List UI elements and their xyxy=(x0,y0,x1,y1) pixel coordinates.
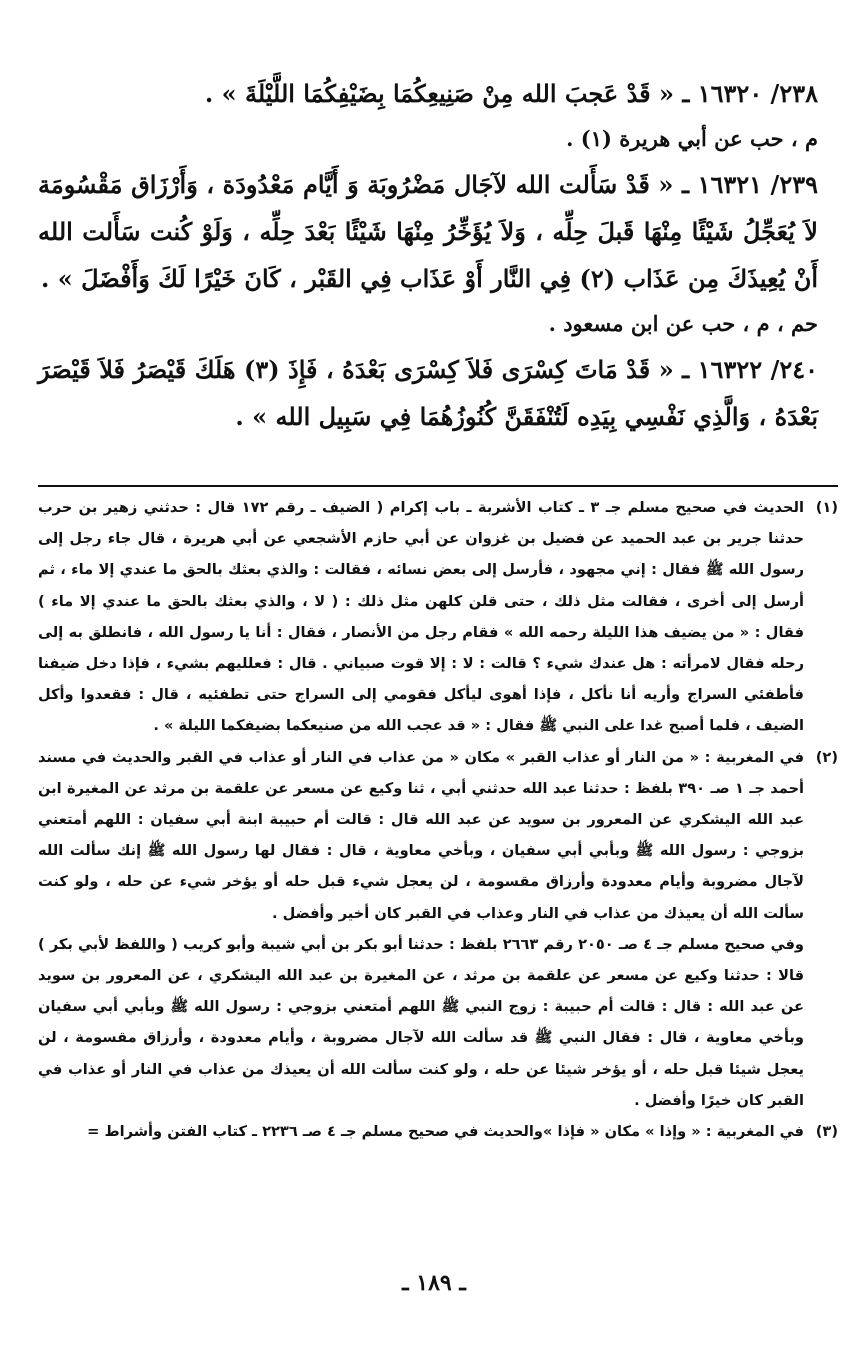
hadith-text: ٢٤٠/ ١٦٣٢٢ ـ « قَدْ مَاتَ كِسْرَى فَلاَ كِسْرَى بَعْدَهُ ، فَإِذَ (٣) هَلَكَ قَيْصَرُ فَلاَ قَيْصَرَ بَعْدَهُ ، وَالَّذِي نَفْسِي بِيَدِه لَتُنْفَقَنَّ كُنُوزُهُمَا فِي سَبِيل الله » . xyxy=(38,355,819,431)
footnote-1 xyxy=(38,492,838,742)
hadith-source: م ، حب عن أبي هريرة (١) . xyxy=(566,126,818,151)
hadith-section xyxy=(38,70,838,440)
footnote-text: الحديث في صحيح مسلم جـ ٣ ـ كتاب الأشربة ـ باب إكرام ( الضيف ـ رقم ١٧٢ قال : حدثني زهير بن حرب حدثنا جرير بن عبد الحميد عن فضيل بن غزوان عن أبي حازم الأشجعي عن أبي هريرة ، قال جاء رجل إلى رسول الله ﷺ فقال : إني مجهود ، فأرسل إلى بعض نسائه ، فقالت : والذي بعثك بالحق ما عندي إلا ماء ، ثم أرسل إلى أخرى ، فقالت مثل ذلك ، حتى قلن كلهن مثل ذلك : ( لا ، والذي بعثك بالحق ما عندي إلا ماء ) فقال : « من يضيف هذا الليلة رحمه الله » فقام رجل من الأنصار ، فقال : أنا يا رسول الله ، فانطلق به إلى رحله فقال لامرأته : هل عندك شيء ؟ قالت : لا : إلا قوت صبياني . قال : فعلليهم بشيء ، فإذا دخل ضيفنا فأطفئي السراج وأريه أنا نأكل ، فإذا أهوى ليأكل فقومي إلى السراج حتى تطفئيه ، قال : فقعدوا وأكل الضيف ، فلما أصبح غدا على النبي ﷺ فقال : « قد عجب الله من صنيعكما بضيفكما الليلة » . xyxy=(38,499,804,735)
footnote-text: في المغربية : « من النار أو عذاب القبر » مكان « من عذاب في النار أو عذاب في القبر والحديث في مسند أحمد جـ ١ صـ ٣٩٠ بلفظ : حدثنا عبد الله حدثني أبي ، ثنا وكيع عن مسعر عن علقمة بن مرثد عن المغيرة ابن عبد الله اليشكري عن المعرور بن سويد عن عبد الله قال : قالت أم حبيبة ابنة أبي سفيان : اللهم أمتعني بزوجي : رسول الله ﷺ وبأبي أبي سفيان ، وبأخي معاوية ، قال : فقال لها رسول الله ﷺ إنك سألت الله لآجال مضروبة وأيام معدودة وأرزاق مقسومة ، لن يعجل شيء قبل حله أو يؤخر شيء عن حله ، ولو كنت سألت الله أن يعيذك من عذاب في النار وعذاب في القبر كان أخير وأفضل . xyxy=(38,748,804,922)
footnote-text: وفي صحيح مسلم جـ ٤ صـ ٢٠٥٠ رقم ٢٦٦٣ بلفظ : حدثنا أبو بكر بن أبي شيبة وأبو كريب ( واللفظ لأبي بكر ) قالا : حدثنا وكيع عن مسعر عن علقمة بن مرثد ، عن المغيرة بن عبد الله اليشكري ، عن المعرور بن سويد عن عبد الله : قال : قالت أم حبيبة : زوج النبي ﷺ اللهم أمتعني بزوجي : رسول الله ﷺ وبأبي أبي سفيان وبأخي معاوية ، قال : فقال النبي ﷺ قد سألت الله لآجال مضروبة ، وأيام معدودة ، وأرزاق مقسومة ، لن يعجل شيئا قبل حله ، أو يؤخر شيئا عن حله ، ولو كنت سألت الله أن يعيذك من عذاب في النار أو عذاب في القبر كان خيرًا وأفضل . xyxy=(38,935,804,1109)
page-number: ـ ١٨٩ ـ xyxy=(402,1270,466,1296)
footnote-number: (٢) xyxy=(815,748,838,766)
footnote-3 xyxy=(38,1116,838,1147)
footnote-2 xyxy=(38,742,838,1116)
footnote-number: (٣) xyxy=(815,1123,838,1141)
hadith-238 xyxy=(38,70,838,117)
footnote-divider xyxy=(38,485,838,487)
hadith-240 xyxy=(38,346,838,440)
hadith-239 xyxy=(38,161,838,302)
footnote-text: في المغربية : « وإذا » مكان « فإذا »والحديث في صحيح مسلم جـ ٤ صـ ٢٢٣٦ ـ كتاب الفتن وأشراط = xyxy=(87,1123,804,1141)
hadith-text: ٢٣٨/ ١٦٣٢٠ ـ « قَدْ عَجبَ الله مِنْ صَنِيعِكُمَا بِضَيْفِكُمَا اللَّيْلَةَ » . xyxy=(204,79,818,108)
hadith-source: حم ، م ، حب عن ابن مسعود . xyxy=(548,311,818,336)
footnotes xyxy=(38,492,838,1147)
footnote-number: (١) xyxy=(815,499,838,516)
hadith-text: ٢٣٩/ ١٦٣٢١ ـ « قَدْ سَأَلت الله لآجَال مَضْرُوبَة وَ أَيَّام مَعْدُودَة ، وَأَرْزَاق مَقْسُومَة لاَ يُعَجِّلُ شَيْئًا مِنْهَا قَبلَ حِلِّه ، وَلاَ يُؤَخِّرُ مِنْهَا شَيْئًا بَعْدَ حِلِّه ، وَلَوْ كُنت سَأَلت الله أَنْ يُعِيذَكَ مِن عَذَاب (٢) فِي النَّار أَوْ عَذَاب فِي القَبْر ، كَانَ خَيْرًا لَكَ وَأَفْضَلَ » . xyxy=(38,170,818,293)
